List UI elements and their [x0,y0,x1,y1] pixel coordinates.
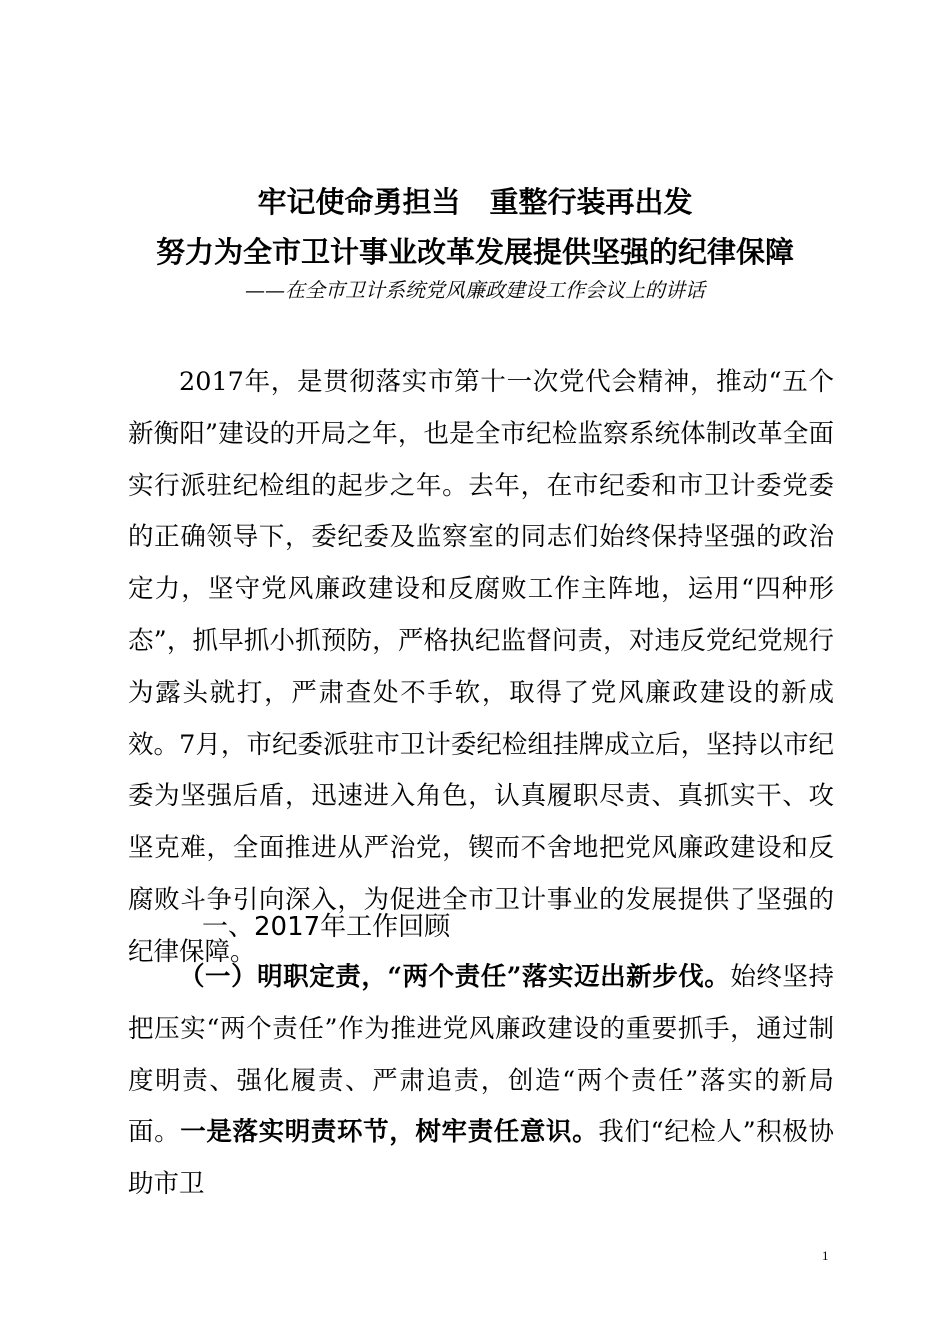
paragraph-section-1 [128,952,834,1211]
page-number-value: 1 [822,1248,829,1263]
paragraph-bold-mid: 一是落实明责环节，树牢责任意识。 [180,1117,599,1148]
subtitle: ——在全市卫计系统党风廉政建设工作会议上的讲话 [245,278,705,302]
paragraph-bold-lead: （一）明职定责，“两个责任”落实迈出新步伐。 [179,962,731,992]
paragraph-text-1: 始终坚持把压实“两个责任”作为推进党风廉政建设的重要抓手，通过制度明责、强化履责、严肃追责，创造“两个责任”落实的新局面。 [128,962,834,1148]
paragraph-text-2: 我们“纪检人”积极协助市卫 [128,1117,834,1200]
title-line-1: 牢记使命勇担当 重整行装再出发 [257,185,693,219]
section-heading: 一、2017年工作回顾 [202,912,451,942]
paragraph-intro: 2017年，是贯彻落实市第十一次党代会精神，推动“五个新衡阳”建设的开局之年，也是全市纪检监察系统体制改革全面实行派驻纪检组的起步之年。去年，在市纪委和市卫计委党委的正确领导下，委纪委及监察室的同志们始终保持坚强的政治定力，坚守党风廉政建设和反腐败工作主阵地，运用“四种形态”，抓早抓小抓预防，严格执纪监督问责，对违反党纪党规行为露头就打，严肃查处不手软，取得了党风廉政建设的新成效。7月，市纪委派驻市卫计委纪检组挂牌成立后，坚持以市纪委为坚强后盾，迅速进入角色，认真履职尽责、真抓实干、攻坚克难，全面推进从严治党，锲而不舍地把党风廉政建设和反腐败斗争引向深入，为促进全市卫计事业的发展提供了坚强的纪律保障。 [128,367,834,967]
title-line-2: 努力为全市卫计事业改革发展提供坚强的纪律保障 [155,235,794,269]
